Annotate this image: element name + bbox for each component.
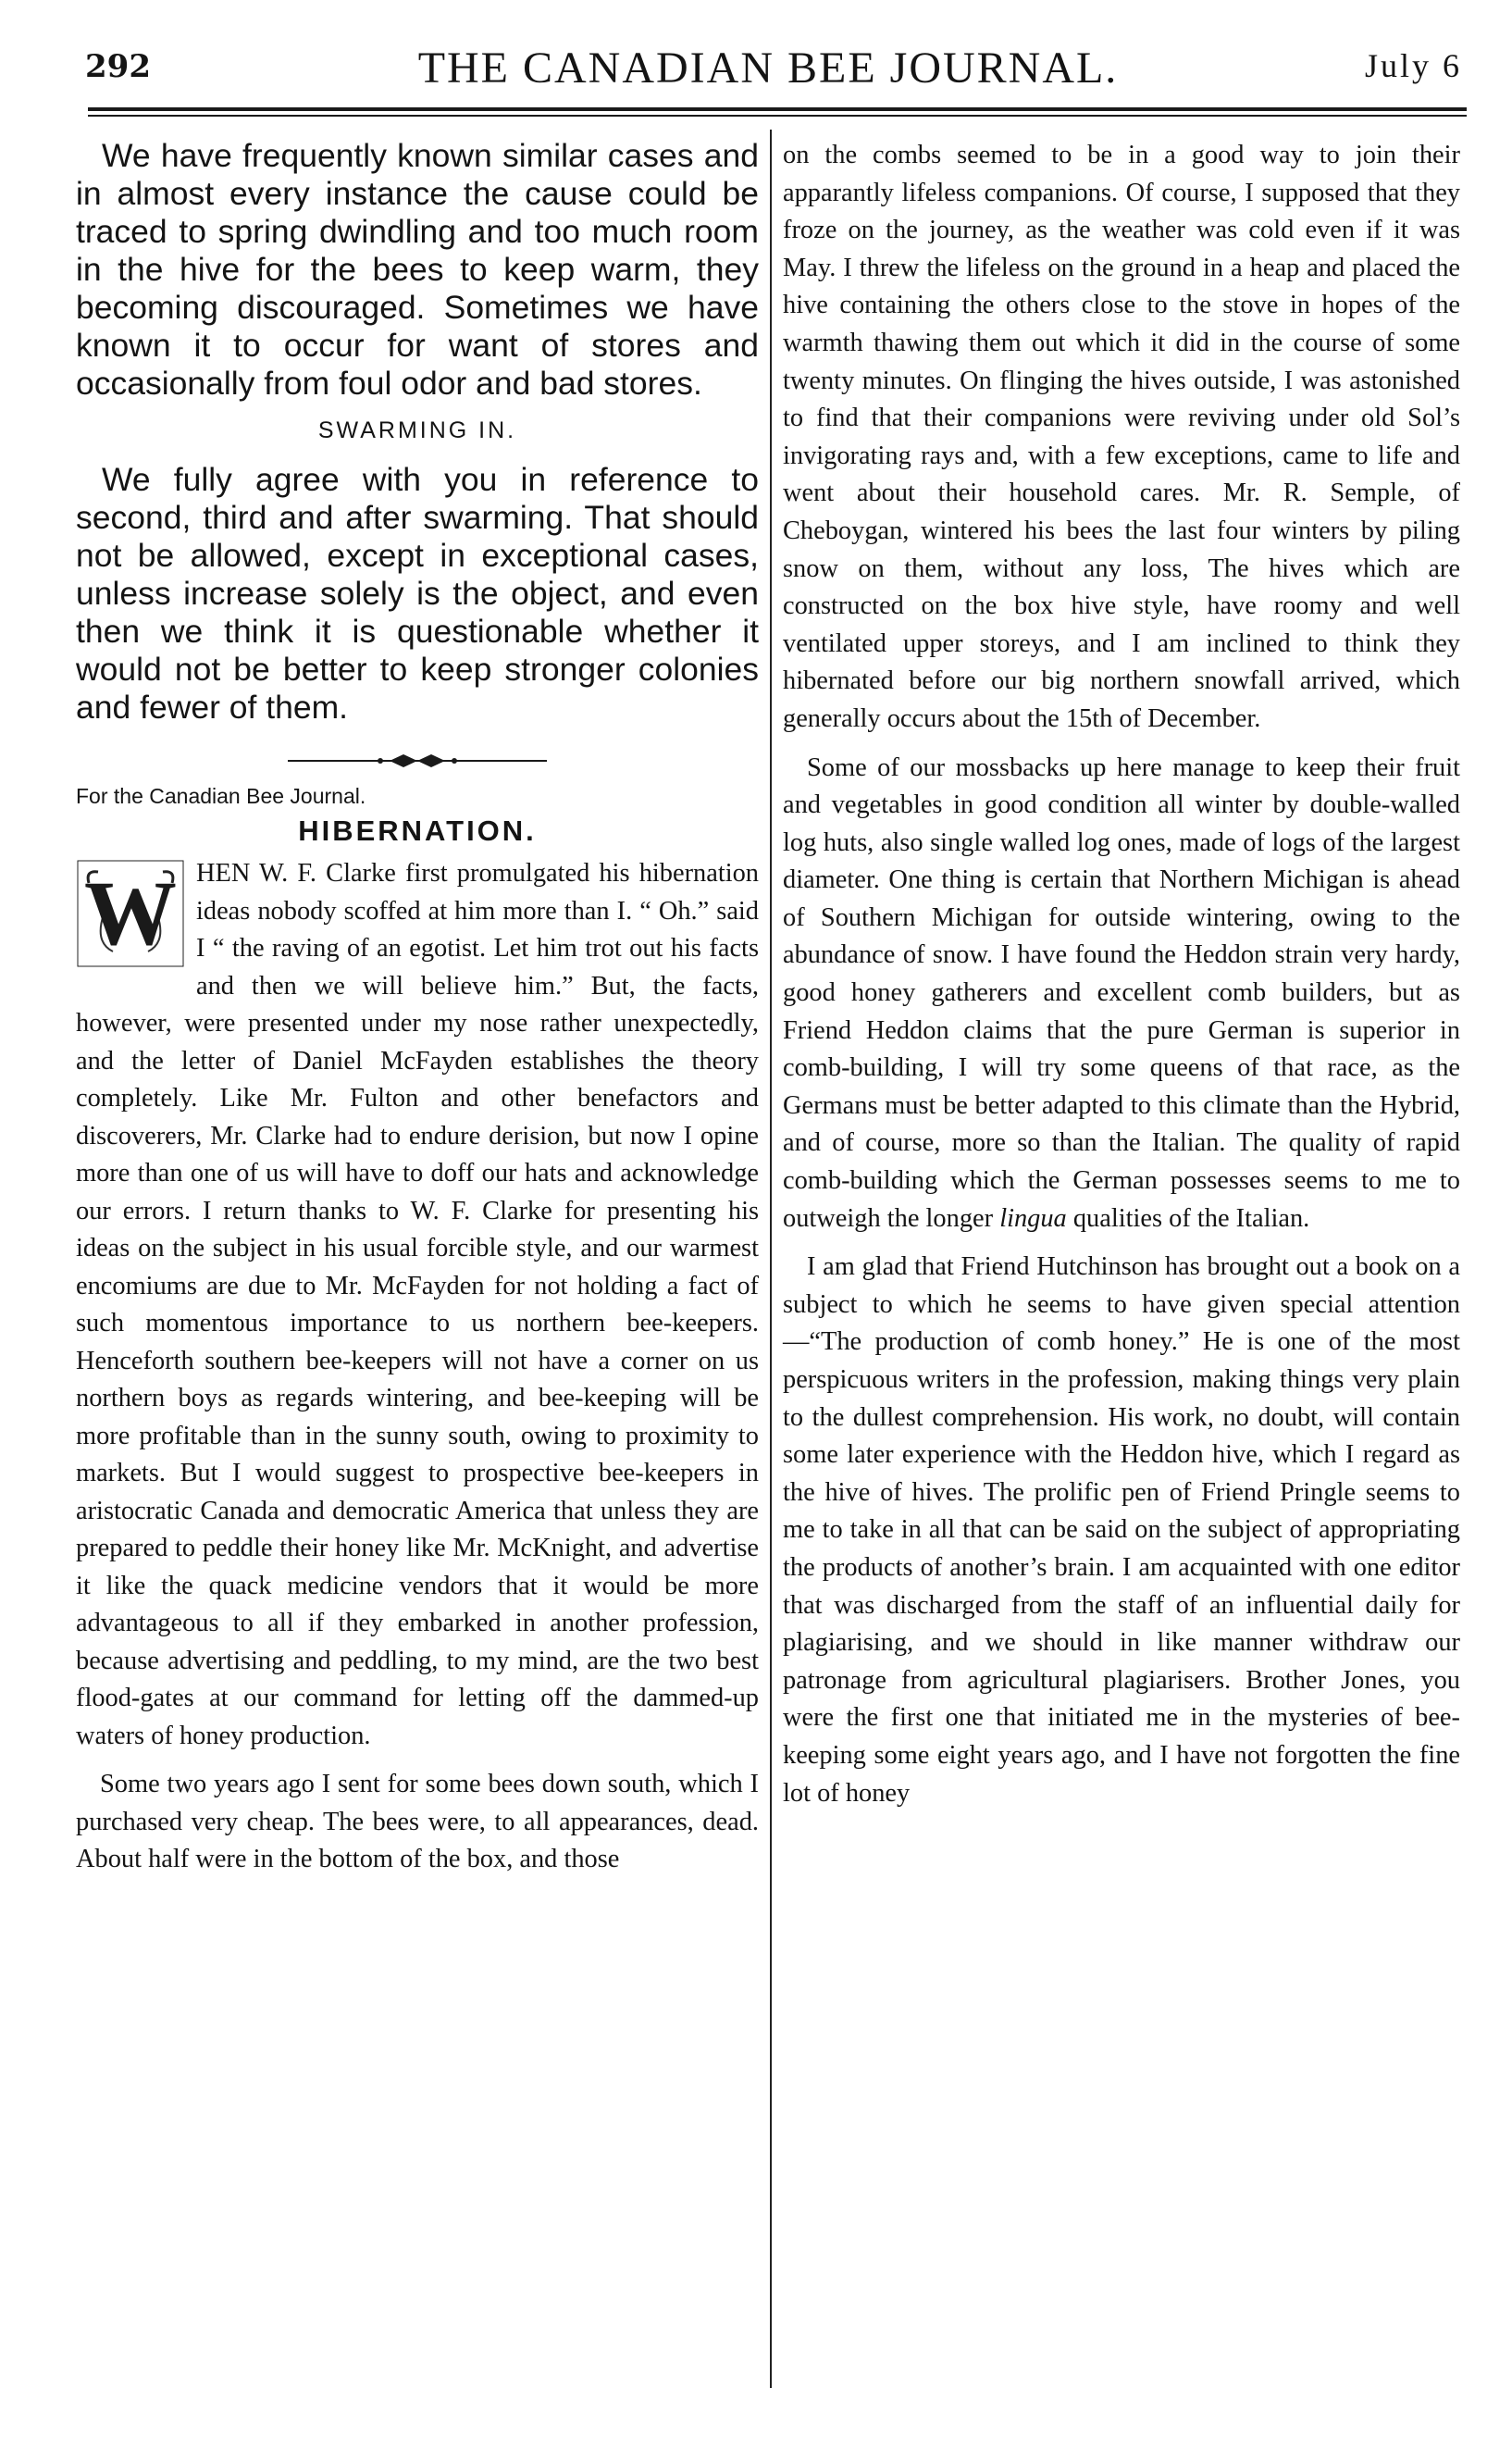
section-subhead: SWARMING IN. xyxy=(317,417,517,443)
article-body xyxy=(76,855,759,1879)
ornament-rule-icon xyxy=(279,747,556,775)
editorial-reply xyxy=(76,137,759,727)
page-number: 292 xyxy=(85,48,151,85)
page-header xyxy=(74,39,1462,104)
left-column xyxy=(76,137,759,1879)
header-rule xyxy=(88,107,1467,111)
dropcap-letter: W xyxy=(84,862,177,964)
decorative-initial-icon xyxy=(76,859,185,968)
article-paragraph: on the combs seemed to be in a good way to join their apparantly lifeless companions. Of course, I supposed that they froze on the journey, as the weather was cold even if it was May. I threw the lifeless on the ground in a heap and placed the hive containing the others close to the stove in hopes of the warmth thawing them out which it did in the course of some twenty minutes. On flinging the hives outside, I was astonished to find that their companions were reviving under old Sol’s invigorating rays and, with a few exceptions, came to life and went about their household cares. Mr. R. Semple, of Cheboygan, wintered his bees the last four winters by piling snow on them, without any loss, The hives which are constructed on the box hive style, have roomy and well ventilated upper storeys, and I am inclined to think they hibernated before our big northern snowfall arrived, which generally occurs about the 15th of December. xyxy=(783,141,1460,733)
column-divider xyxy=(770,130,772,2388)
article-paragraph xyxy=(783,750,1460,1238)
article-paragraph-text: HEN W. F. Clarke first promulgated his hibernation ideas nobody scoffed at him more than I. “ Oh.” said I “ the raving of an egotist. Let him trot out his facts and then we will believe him.” But, the facts, however, were presented under my nose rather unexpectedly, and the letter of Daniel McFayden establishes the theory completely. Like Mr. Fulton and other benefactors and discoverers, Mr. Clarke had to endure derision, but now I opine more than one of us will have to doff our hats and acknowledge our errors. I return thanks to W. F. Clarke for presenting his ideas on the subject in his usual forcible style, and our warmest encomiums are due to Mr. McFayden for not holding a fact of such momentous importance to us northern bee-keepers. Henceforth southern bee-keepers will not have a corner on us northern boys as regards wintering, and bee-keeping will be more profitable than in the sunny south, owing to proximity to markets. But I would suggest to prospective bee-keepers in aristocratic Canada and democratic America that unless they are prepared to peddle their honey like Mr. McKnight, and advertise it like the quack medicine vendors that it would be more advantageous to all if they embarked in another profession, because advertising and peddling, to my mind, are the two best flood-gates at our command for letting off the dammed-up waters of honey production. xyxy=(76,859,759,1750)
editorial-paragraph: We fully agree with you in reference to second, third and after swarming. That should not be allowed, except in exceptional cases, unless increase solely is the object, and even then we think it is questionable whether it would not be better to keep stronger colonies and fewer of them. xyxy=(76,461,759,726)
source-line: For the Canadian Bee Journal. xyxy=(76,784,366,808)
article-paragraph-text: Some of our mossbacks up here manage to keep their fruit and vegetables in good condition all winter by double-walled log huts, also single walled log ones, made of logs of the largest diameter. One thing is certain that Northern Michigan is ahead of Southern Michigan for outside wintering, owing to the abundance of snow. I have found the Heddon strain very hardy, good honey gatherers and excellent comb builders, but as Friend Heddon claims that the pure German is superior in comb-building, I will try some queens of that race, as the Germans must be better adapted to this climate than the Hybrid, and of course, more so than the Italian. The quality of rapid comb-building which the German possesses seems to me to outweigh the longer xyxy=(783,752,1460,1233)
editorial-paragraph: We have frequently known similar cases and in almost every instance the cause could be traced to spring dwindling and too much room in the hive for the bees to keep warm, they becoming discouraged. Sometimes we have known it to occur for want of stores and occasionally from foul odor and bad stores. xyxy=(76,137,759,402)
article-paragraph: I am glad that Friend Hutchinson has brought out a book on a subject to which he seems to have given special attention—“The production of comb honey.” He is one of the most perspicuous writers in the profession, making things very plain to the dullest comprehension. His work, no doubt, will contain some later experience with the Heddon hive, which I regard as the hive of hives. The prolific pen of Friend Pringle seems to me to take in all that can be said on the subject of appropriating the products of another’s brain. I am acquainted with one editor that was discharged from the staff of an influential daily for plagiarising, and we should in like manner withdraw our patronage from agricultural plagiarisers. Brother Jones, you were the first one that initiated me in the mysteries of bee-keeping some eight years ago, and I have not forgotten the fine lot of honey xyxy=(783,1252,1460,1808)
running-head: THE CANADIAN BEE JOURNAL. xyxy=(417,44,1119,93)
article-paragraph: Some two years ago I sent for some bees down south, which I purchased very cheap. The bees were, to all appearances, dead. About half were in the bottom of the box, and those xyxy=(76,1770,759,1873)
article-paragraph-text: qualities of the Italian. xyxy=(1066,1203,1310,1233)
italic-term: lingua xyxy=(999,1203,1067,1233)
article-paragraph xyxy=(76,855,759,1755)
ornament-divider xyxy=(76,747,759,775)
issue-date: July 6 xyxy=(1364,47,1462,84)
article-body-continued xyxy=(783,137,1460,1812)
header-rule-thin xyxy=(88,115,1467,117)
right-column xyxy=(783,137,1460,1812)
article-title: HIBERNATION. xyxy=(298,815,537,847)
